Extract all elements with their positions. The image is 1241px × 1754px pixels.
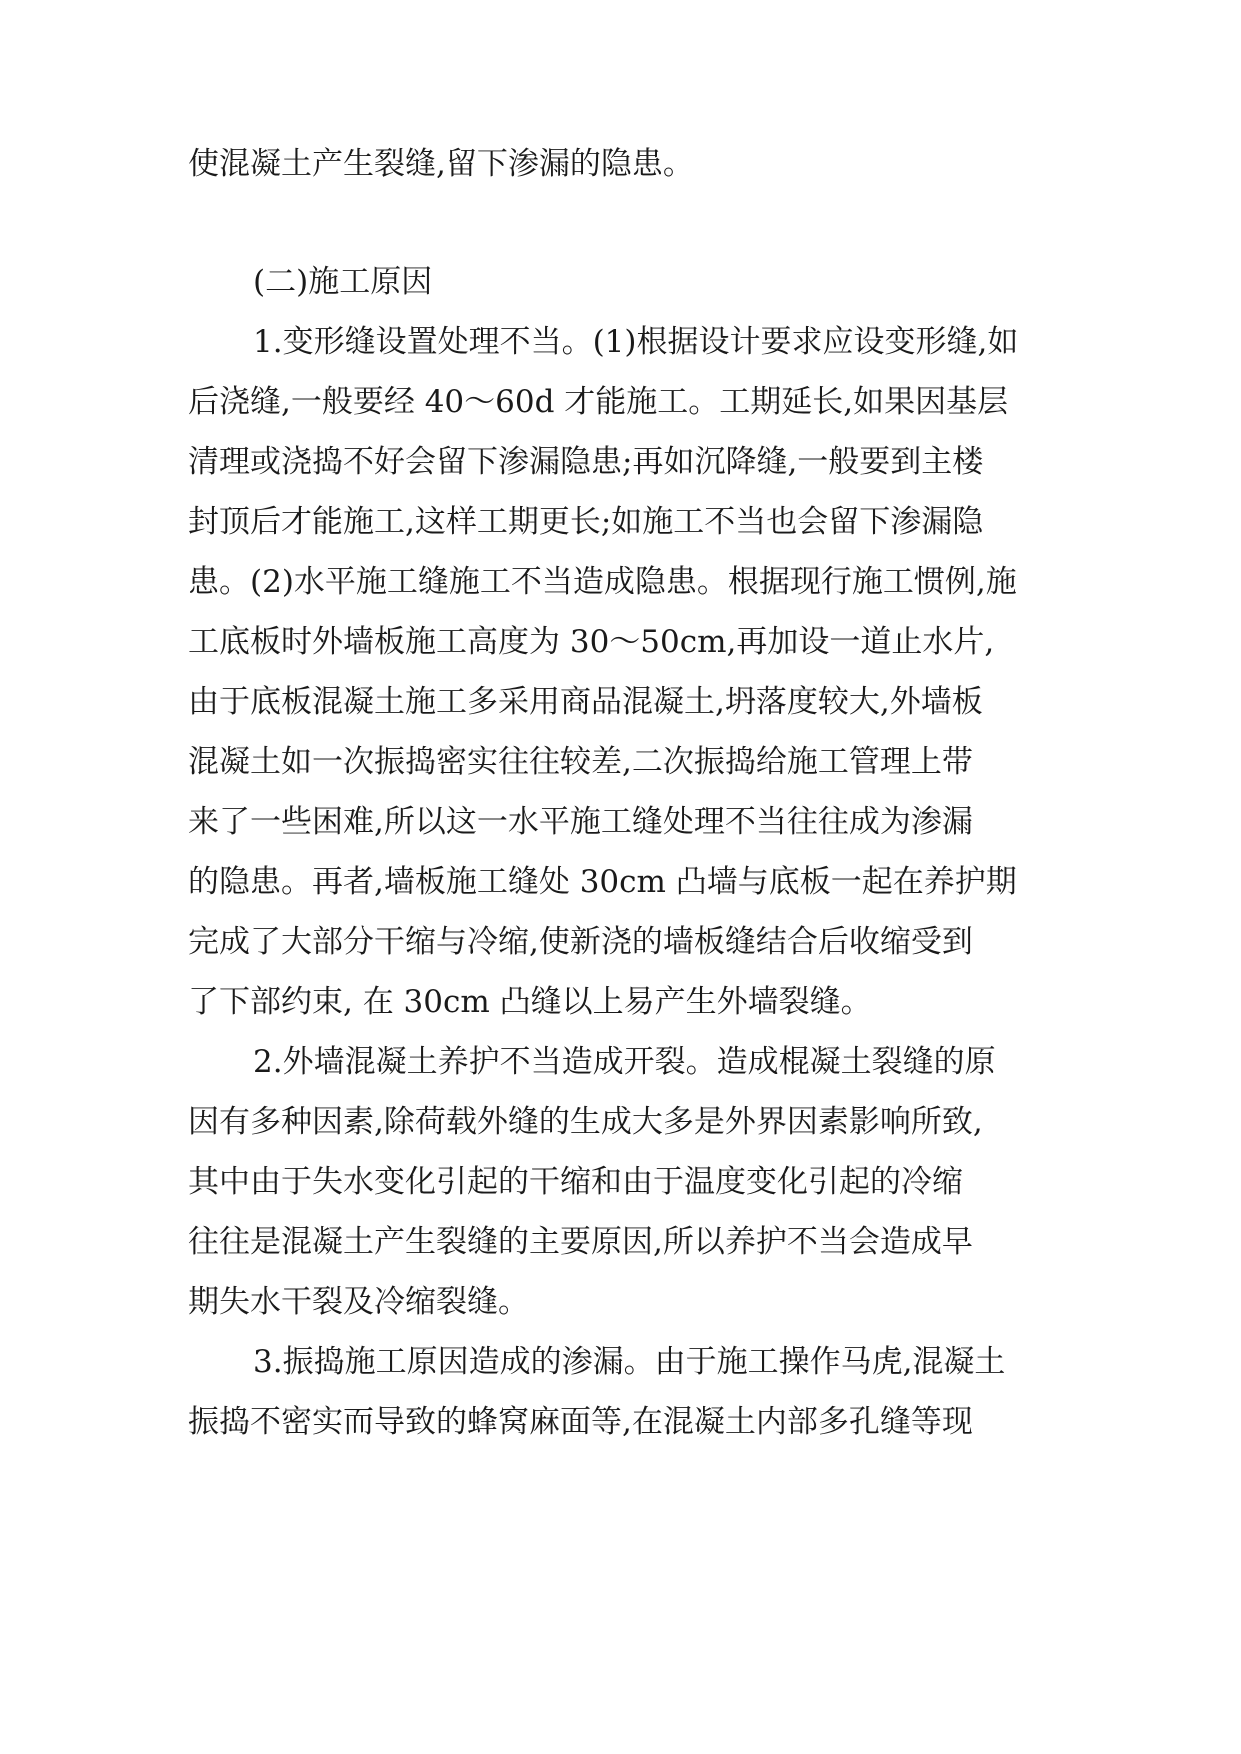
text-line: 了下部约束, 在 30cm 凸缝以上易产生外墙裂缝。 (188, 984, 872, 1020)
text-line: 患。(2)水平施工缝施工不当造成隐患。根据现行施工惯例,施 (188, 564, 1017, 600)
text-line: 期失水干裂及冷缩裂缝。 (188, 1284, 529, 1320)
section-heading: (二)施工原因 (253, 264, 433, 300)
text-line: 封顶后才能施工,这样工期更长;如施工不当也会留下渗漏隐 (188, 504, 984, 540)
text-line: 往往是混凝土产生裂缝的主要原因,所以养护不当会造成早 (188, 1224, 973, 1260)
text-line: 混凝土如一次振捣密实往往较差,二次振捣给施工管理上带 (188, 744, 973, 780)
text-line: 完成了大部分干缩与冷缩,使新浇的墙板缝结合后收缩受到 (188, 924, 973, 960)
text-line: 工底板时外墙板施工高度为 30～50cm,再加设一道止水片, (188, 624, 995, 660)
text-line: 振捣不密实而导致的蜂窝麻面等,在混凝土内部多孔缝等现 (188, 1404, 973, 1440)
text-line: 1.变形缝设置处理不当。(1)根据设计要求应设变形缝,如 (253, 324, 1019, 360)
text-line: 使混凝土产生裂缝,留下渗漏的隐患。 (188, 146, 694, 182)
text-line: 来了一些困难,所以这一水平施工缝处理不当往往成为渗漏 (188, 804, 973, 840)
text-line: 由于底板混凝土施工多采用商品混凝土,坍落度较大,外墙板 (188, 684, 983, 720)
text-line: 的隐患。再者,墙板施工缝处 30cm 凸墙与底板一起在养护期 (188, 864, 1017, 900)
text-line: 3.振捣施工原因造成的渗漏。由于施工操作马虎,混凝土 (253, 1344, 1006, 1380)
text-line: 2.外墙混凝土养护不当造成开裂。造成棍凝土裂缝的原 (253, 1044, 996, 1080)
text-line: 清理或浇捣不好会留下渗漏隐患;再如沉降缝,一般要到主楼 (188, 444, 984, 480)
text-line: 后浇缝,一般要经 40～60d 才能施工。工期延长,如果因基层 (188, 384, 1009, 420)
text-line: 其中由于失水变化引起的干缩和由于温度变化引起的冷缩 (188, 1164, 963, 1200)
text-line: 因有多种因素,除荷载外缝的生成大多是外界因素影响所致, (188, 1104, 983, 1140)
